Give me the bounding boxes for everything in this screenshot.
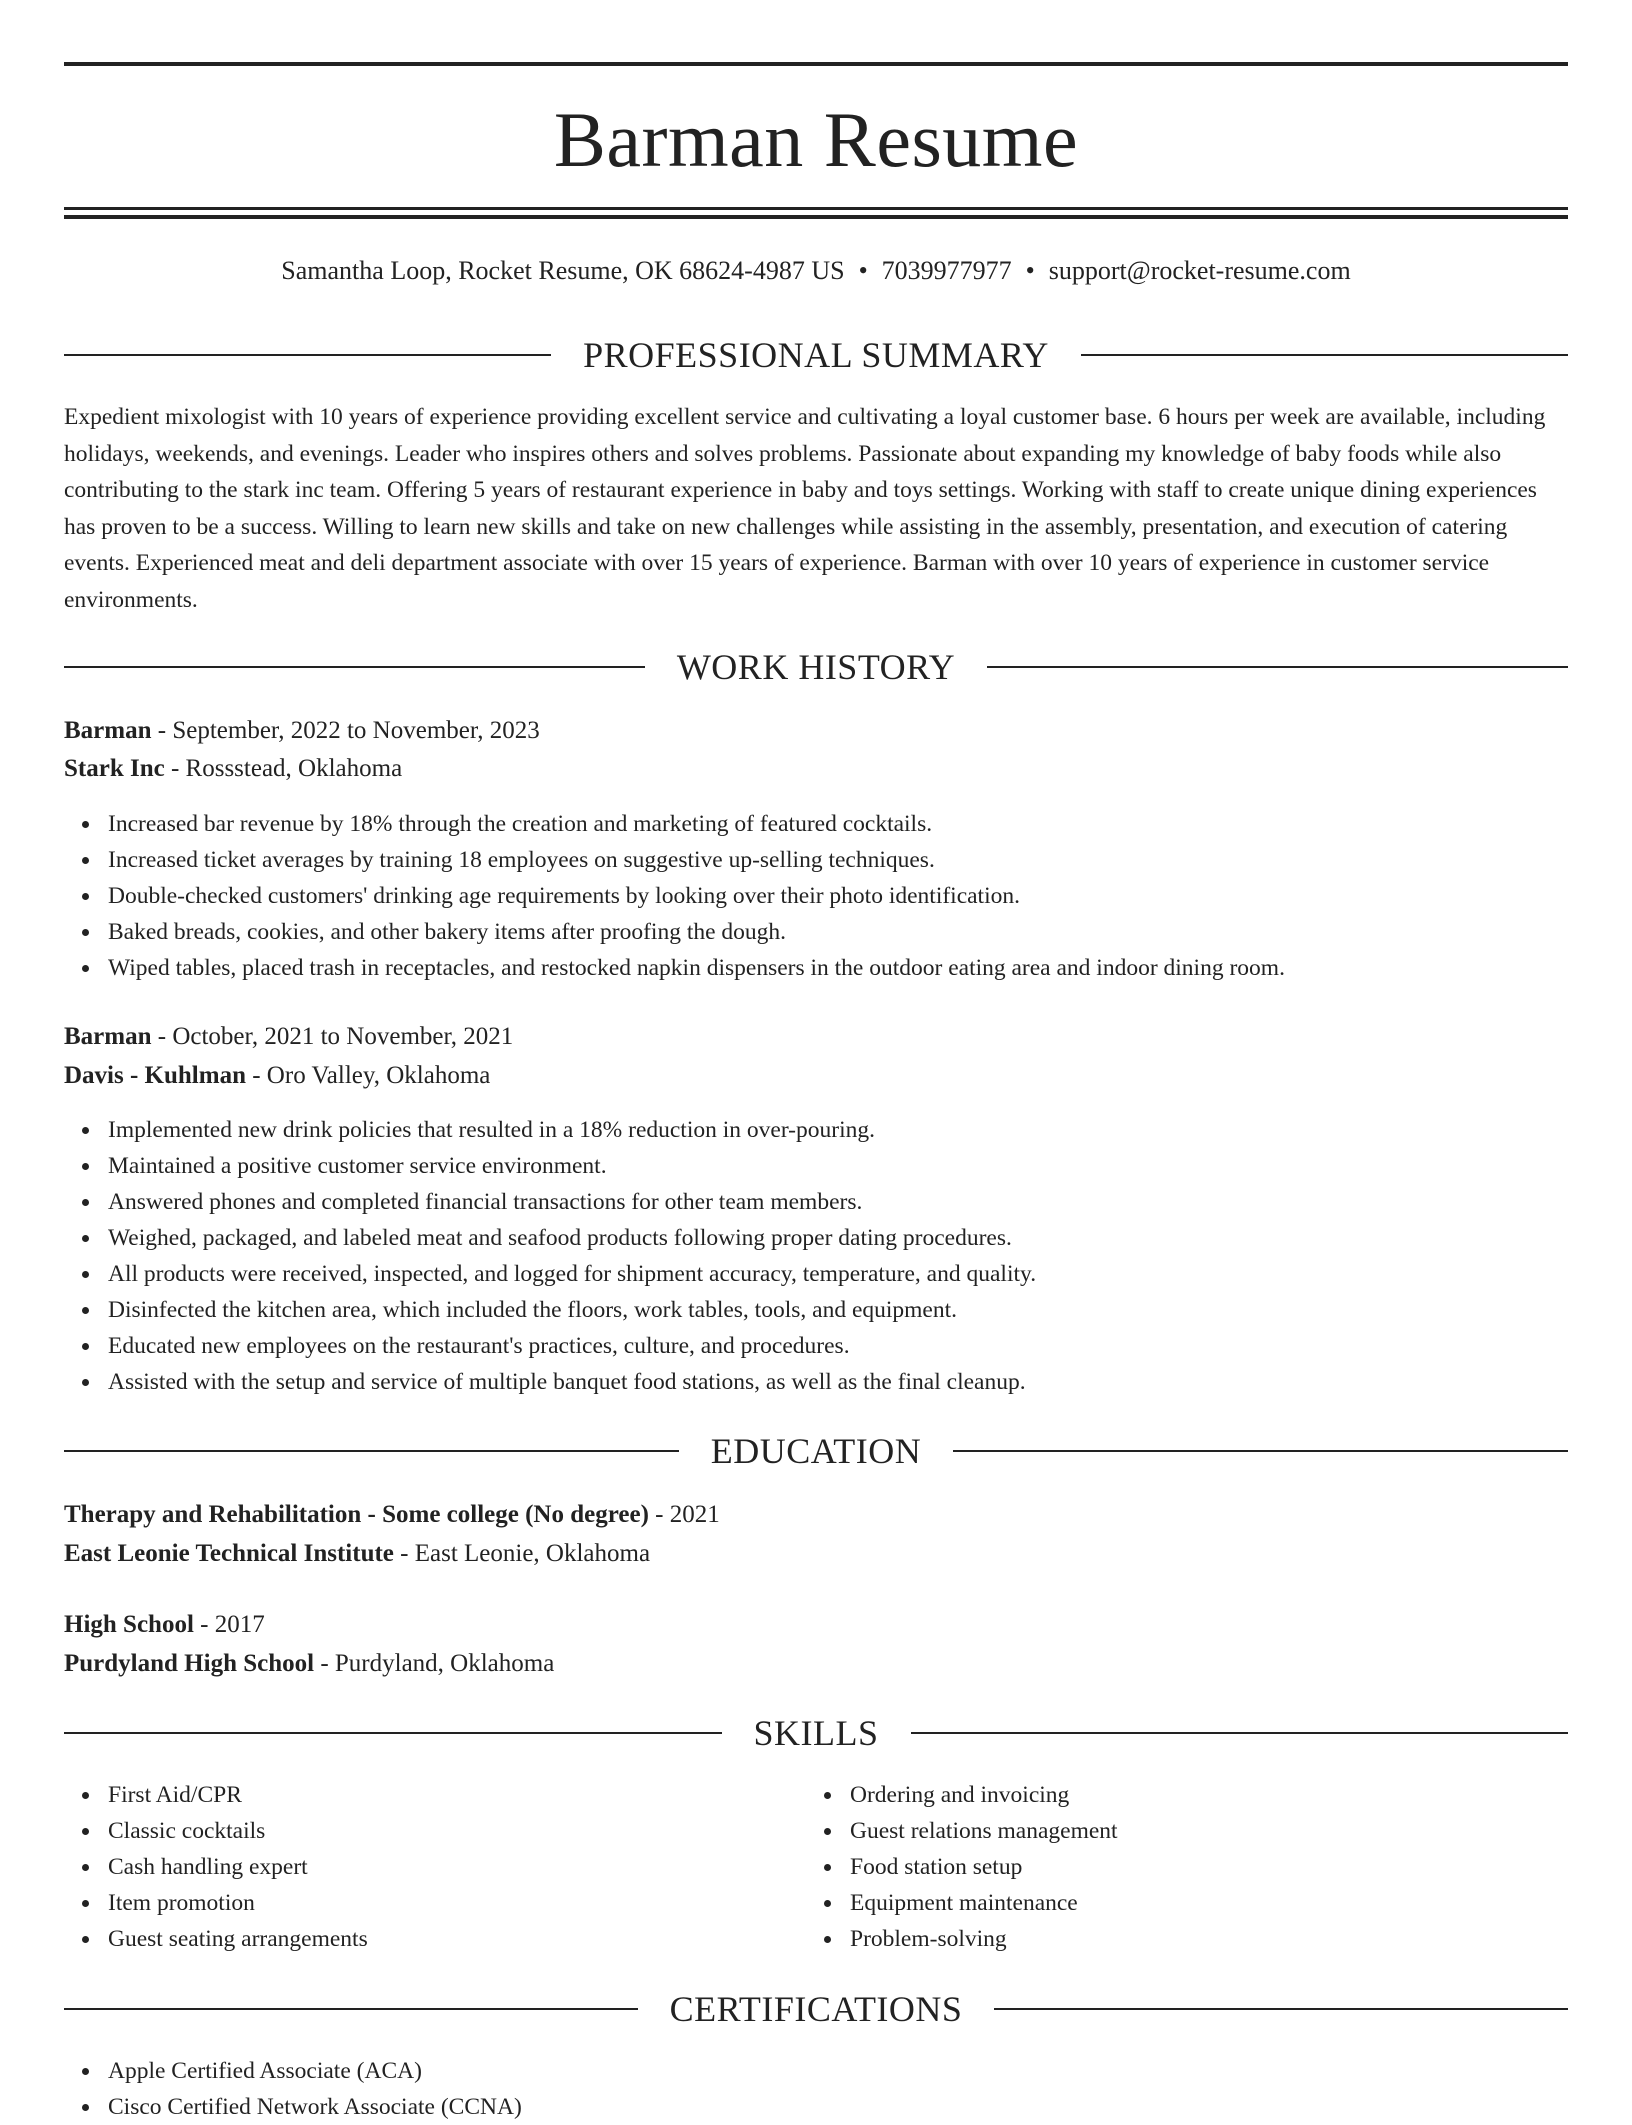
list-item: Cisco Certified Network Associate (CCNA) [64,2089,522,2125]
section-title-education: EDUCATION [710,1431,922,1471]
list-item: Problem-solving [806,1921,1118,1957]
education-school-line [64,1537,650,1571]
job-dates: - October, 2021 to November, 2021 [151,1023,514,1050]
divider-line [64,1732,722,1734]
education-degree-line [64,1608,265,1642]
job-title-line [64,1020,513,1054]
education-location: - East Leonie, Oklahoma [393,1540,651,1567]
contact-separator: • [858,256,868,285]
list-item: Guest seating arrangements [64,1921,368,1957]
divider-line [1081,354,1568,356]
certifications-list [64,2053,522,2125]
list-item: Double-checked customers' drinking age requirements by looking over their photo identification. [64,878,1285,914]
section-title-work: WORK HISTORY [676,647,956,687]
list-item: Item promotion [64,1885,368,1921]
education-school: East Leonie Technical Institute [64,1540,394,1567]
job-location: - Oro Valley, Oklahoma [245,1062,491,1089]
divider-line [953,1450,1568,1452]
job-duties-list [64,1112,1036,1400]
list-item: Apple Certified Associate (ACA) [64,2053,522,2089]
list-item: Increased bar revenue by 18% through the creation and marketing of featured cocktails. [64,806,1285,842]
list-item: Assisted with the setup and service of multiple banquet food stations, as well as the final cleanup. [64,1364,1036,1400]
list-item: Equipment maintenance [806,1885,1118,1921]
list-item: Ordering and invoicing [806,1777,1118,1813]
title-rule-lower [64,215,1568,219]
contact-separator: • [1025,256,1035,285]
section-header-education [64,1429,1568,1473]
top-rule [64,62,1568,66]
job-duties-list [64,806,1285,986]
education-degree: Therapy and Rehabilitation - Some college (No degree) [64,1501,649,1528]
contact-phone: 7039977977 [881,256,1012,285]
job-title-line [64,714,540,748]
section-title-summary: PROFESSIONAL SUMMARY [583,335,1049,375]
education-school: Purdyland High School [64,1650,315,1677]
contact-email: support@rocket-resume.com [1048,256,1351,285]
summary-text: Expedient mixologist with 10 years of experience providing excellent service and cultivating a loyal customer base. 6 hours per week are available, including holidays, weekends, and evenings. Leader who inspires others and solves problems. Passionate about expanding my knowledge of baby foods while also contributing to the stark inc team. Offering 5 years of restaurant experience in baby and toys settings. Working with staff to create unique dining experiences has proven to be a success. Willing to learn new skills and take on new challenges while assisting in the assembly, presentation, and execution of catering events. Experienced meat and deli department associate with over 15 years of experience. Barman with over 10 years of experience in customer service environments. [64,404,1546,613]
education-location: - Purdyland, Oklahoma [314,1650,555,1677]
list-item: Increased ticket averages by training 18 employees on suggestive up-selling techniques. [64,842,1285,878]
divider-line [911,1732,1569,1734]
list-item: Weighed, packaged, and labeled meat and seafood products following proper dating procedures. [64,1220,1036,1256]
education-year: - 2017 [193,1611,265,1638]
title-rule-upper [64,207,1568,210]
job-company: Davis - Kuhlman [64,1062,246,1089]
education-degree-line [64,1498,720,1532]
job-location: - Rossstead, Oklahoma [164,755,403,782]
divider-line [64,666,645,668]
contact-address: Samantha Loop, Rocket Resume, OK 68624-4987 US [281,256,845,285]
divider-line [64,2008,638,2010]
divider-line [64,1450,679,1452]
list-item: Wiped tables, placed trash in receptacles, and restocked napkin dispensers in the outdoor eating area and indoor dining room. [64,950,1285,986]
job-company-line [64,752,402,786]
list-item: Baked breads, cookies, and other bakery items after proofing the dough. [64,914,1285,950]
section-header-summary [64,333,1568,377]
list-item: All products were received, inspected, and logged for shipment accuracy, temperature, and quality. [64,1256,1036,1292]
education-degree: High School [64,1611,194,1638]
contact-line [64,254,1568,288]
list-item: Classic cocktails [64,1813,368,1849]
section-header-skills [64,1711,1568,1755]
skills-list-right [806,1777,1118,1957]
list-item: Guest relations management [806,1813,1118,1849]
list-item: Educated new employees on the restaurant's practices, culture, and procedures. [64,1328,1036,1364]
divider-line [987,666,1568,668]
job-company: Stark Inc [64,755,165,782]
job-dates: - September, 2022 to November, 2023 [151,717,540,744]
resume-title: Barman Resume [553,96,1079,183]
list-item: Maintained a positive customer service environment. [64,1148,1036,1184]
section-title-certifications: CERTIFICATIONS [669,1989,963,2029]
list-item: First Aid/CPR [64,1777,368,1813]
list-item: Cash handling expert [64,1849,368,1885]
section-header-work [64,645,1568,689]
job-title: Barman [64,717,152,744]
list-item: Disinfected the kitchen area, which included the floors, work tables, tools, and equipment. [64,1292,1036,1328]
list-item: Answered phones and completed financial transactions for other team members. [64,1184,1036,1220]
list-item: Food station setup [806,1849,1118,1885]
list-item: Implemented new drink policies that resulted in a 18% reduction in over-pouring. [64,1112,1036,1148]
education-year: - 2021 [648,1501,720,1528]
job-company-line [64,1059,490,1093]
skills-list-left [64,1777,368,1957]
job-title: Barman [64,1023,152,1050]
section-title-skills: SKILLS [753,1713,879,1753]
divider-line [64,354,551,356]
divider-line [994,2008,1568,2010]
section-header-certifications [64,1987,1568,2031]
education-school-line [64,1647,554,1681]
